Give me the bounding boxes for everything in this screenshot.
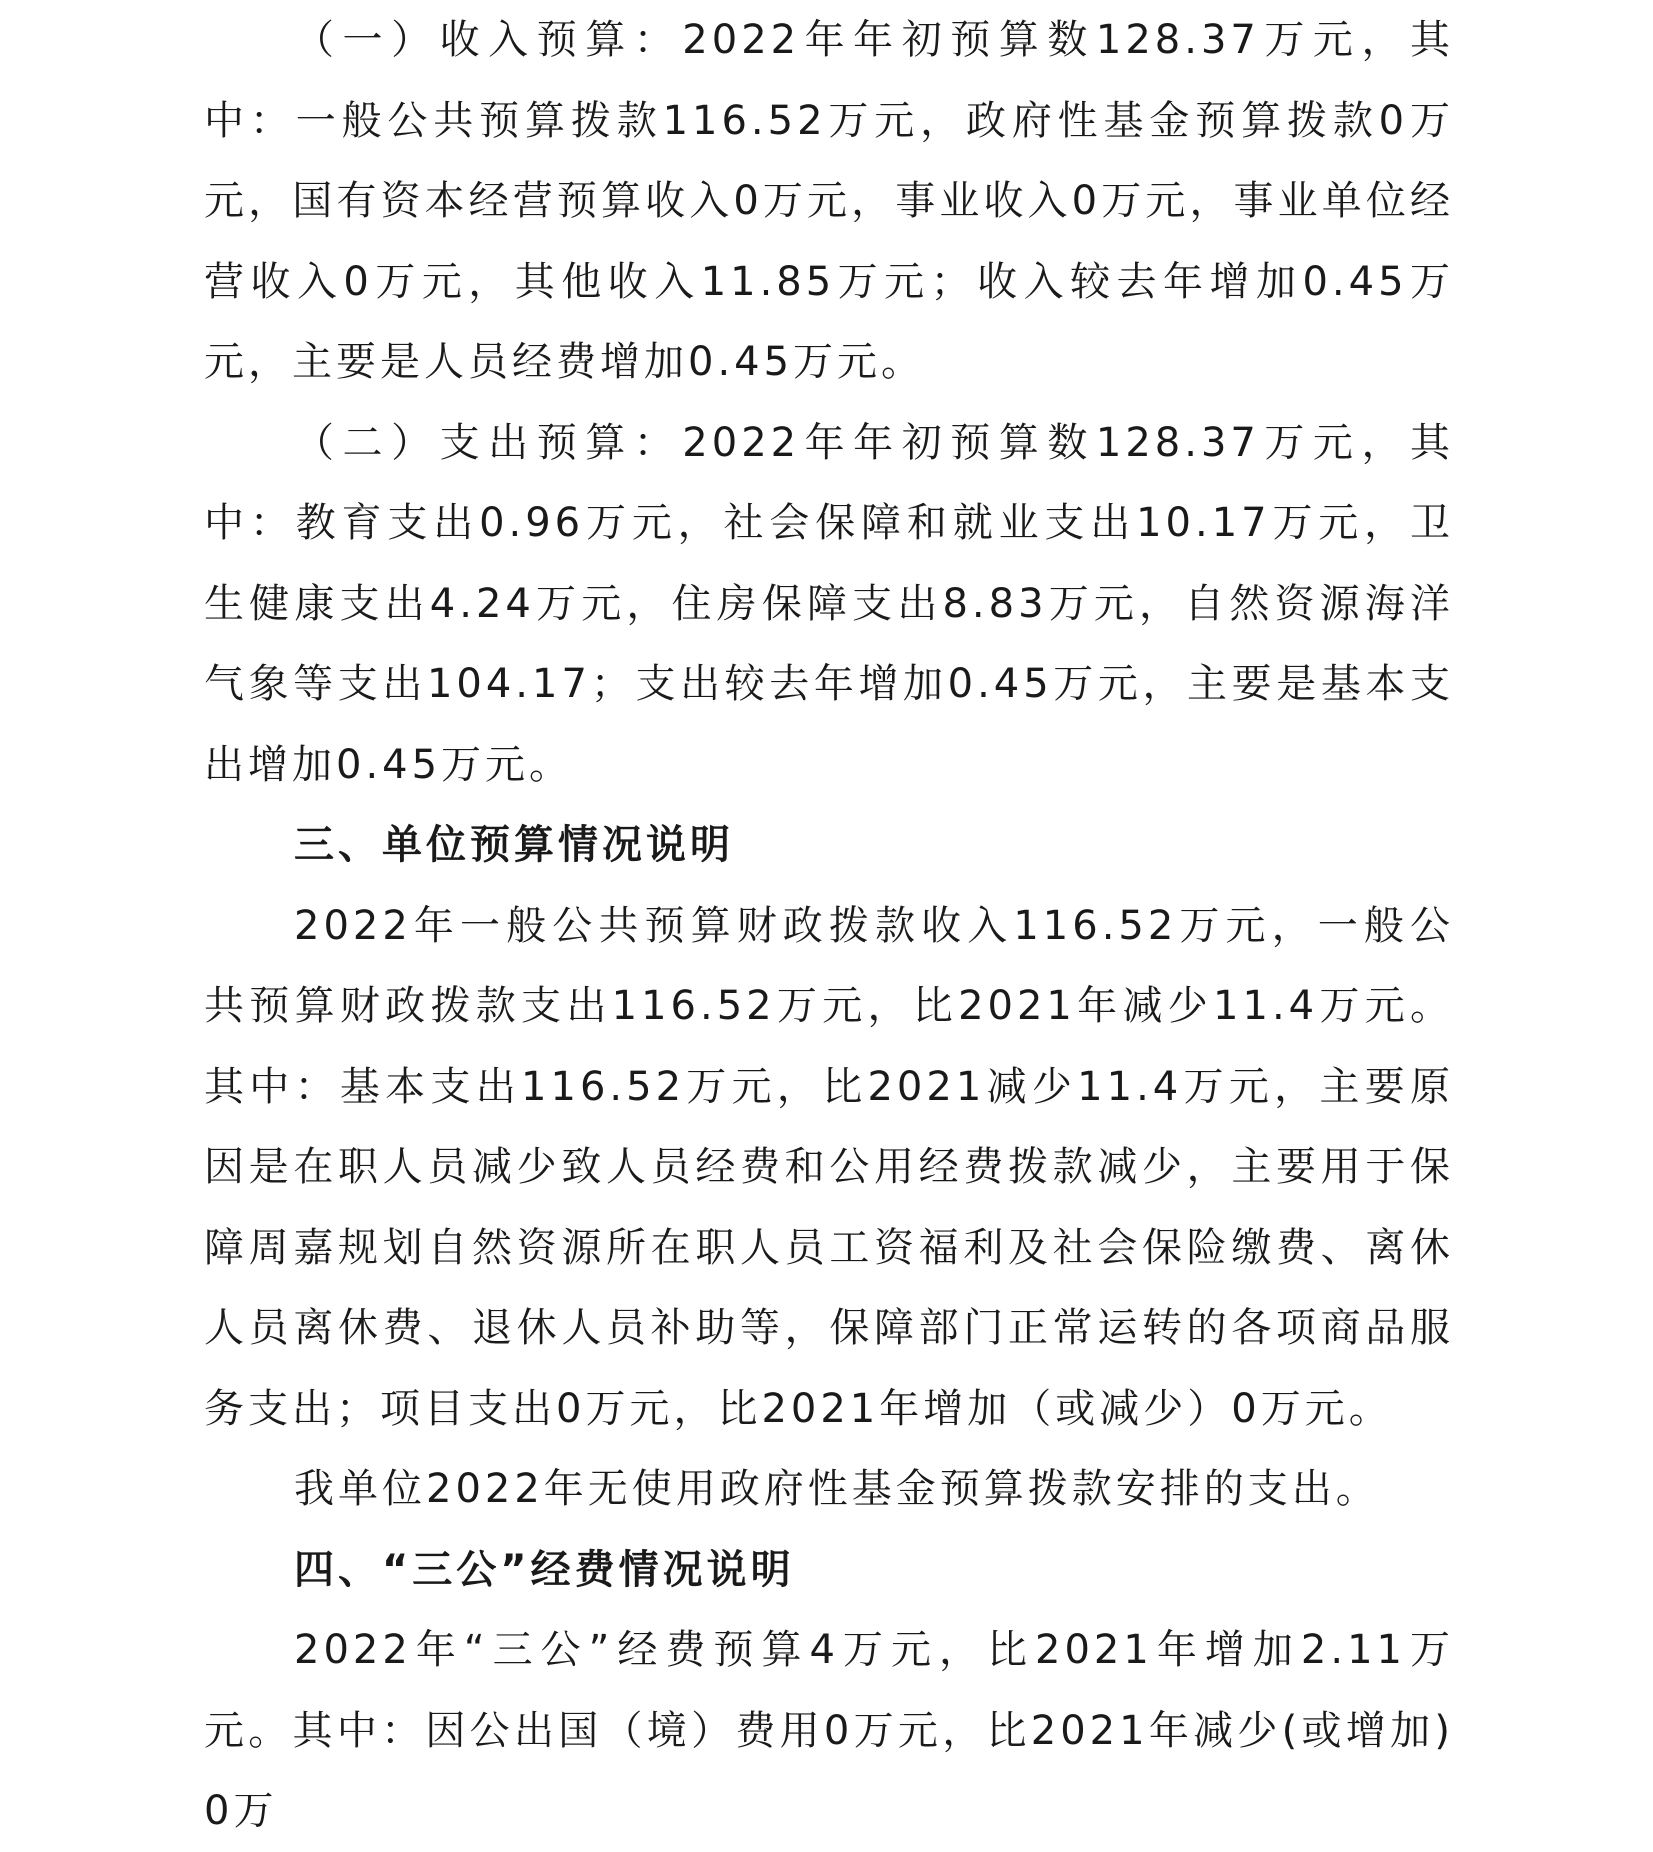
income-budget-paragraph: （一）收入预算：2022年年初预算数128.37万元，其中：一般公共预算拨款116.52万元，政府性基金预算拨款0万元，国有资本经营预算收入0万元，事业收入0万元，事业单位经营收入0万元，其他收入11.85万元；收入较去年增加0.45万元，主要是人员经费增加0.45万元。 xyxy=(204,17,1454,385)
document-page xyxy=(204,0,1454,1834)
section-three-heading: 三、单位预算情况说明 xyxy=(294,822,734,868)
section-four-heading: 四、“三公”经费情况说明 xyxy=(294,1546,795,1593)
three-public-paragraph: 2022年“三公”经费预算4万元，比2021年增加2.11万元。其中：因公出国（境）费用0万元，比2021年减少(或增加)0万 xyxy=(204,1627,1454,1834)
unit-budget-paragraph: 2022年一般公共预算财政拨款收入116.52万元，一般公共预算财政拨款支出116.52万元，比2021年减少11.4万元。其中：基本支出116.52万元，比2021减少11.4万元，主要原因是在职人员减少致人员经费和公用经费拨款减少，主要用于保障周嘉规划自然资源所在职人员工资福利及社会保险缴费、离休人员离休费、退休人员补助等，保障部门正常运转的各项商品服务支出；项目支出0万元，比2021年增加（或减少）0万元。 xyxy=(204,902,1454,1432)
expense-budget-paragraph: （二）支出预算：2022年年初预算数128.37万元，其中：教育支出0.96万元，社会保障和就业支出10.17万元，卫生健康支出4.24万元，住房保障支出8.83万元，自然资源海洋气象等支出104.17；支出较去年增加0.45万元，主要是基本支出增加0.45万元。 xyxy=(204,419,1454,788)
gov-fund-paragraph: 我单位2022年无使用政府性基金预算拨款安排的支出。 xyxy=(294,1466,1380,1512)
